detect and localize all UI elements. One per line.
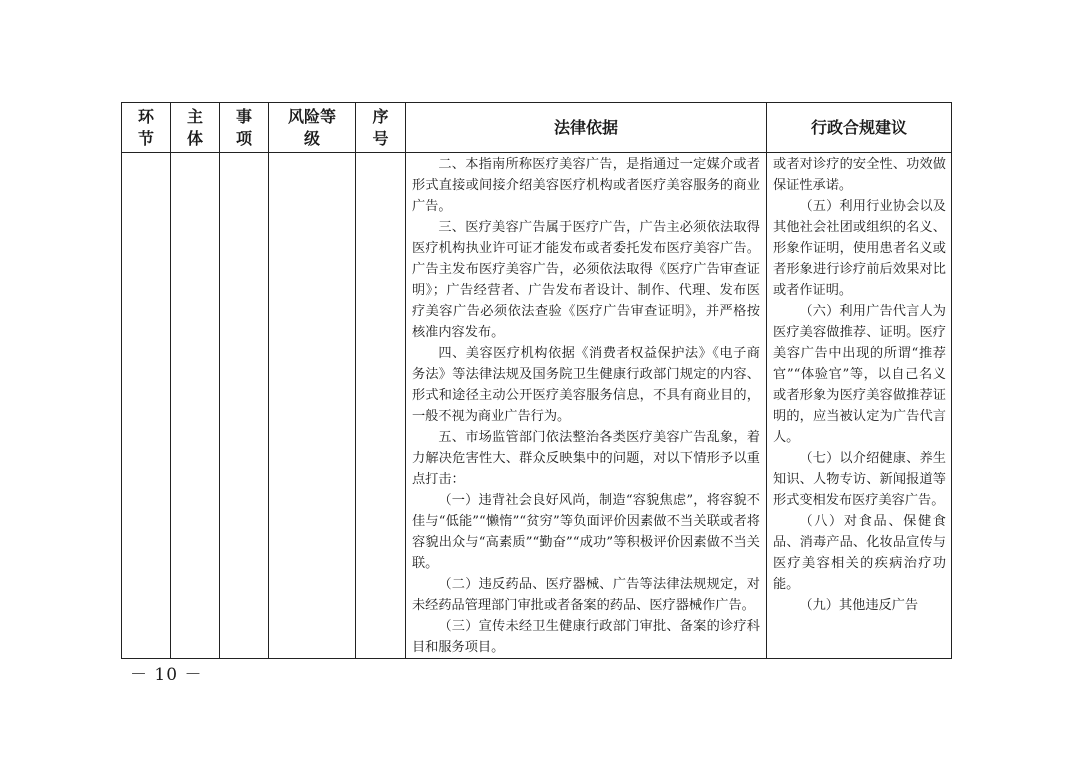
header-serial-number [356,103,406,153]
header-compliance-advice: 行政合规建议 [767,103,952,153]
advice-paragraph: （七）以介绍健康、养生知识、人物专访、新闻报道等形式变相发布医疗美容广告。 [773,451,946,508]
law-paragraph: （二）违反药品、医疗器械、广告等法律法规规定，对未经药品管理部门审批或者备案的药品、医疗器械作广告。 [412,577,760,613]
page-number: － 10 － [130,665,203,685]
header-serial-line1: 序 [372,106,389,126]
law-paragraph: 三、医疗美容广告属于医疗广告，广告主必须依法取得医疗机构执业许可证才能发布或者委托发布医疗美容广告。广告主发布医疗美容广告，必须依法取得《医疗广告审查证明》；广告经营者、广告发布者设计、制作、代理、发布医疗美容广告必须依法查验《医疗广告审查证明》，并严格按核准内容发布。 [412,220,760,340]
advice-paragraph: （八）对食品、保健食品、消毒产品、化妆品宣传与医疗美容相关的疾病治疗功能。 [773,514,946,592]
cell-item [220,153,269,659]
header-risk-level-line1: 风险等 [287,106,336,126]
law-paragraph: 四、美容医疗机构依据《消费者权益保护法》《电子商务法》等法律法规及国务院卫生健康行政部门规定的内容、形式和途径主动公开医疗美容服务信息，不具有商业目的，一般不视为商业广告行为。 [412,346,760,424]
header-subject-line2: 体 [186,128,203,148]
law-paragraph: 二、本指南所称医疗美容广告，是指通过一定媒介或者形式直接或间接介绍美容医疗机构或者医疗美容服务的商业广告。 [412,157,760,214]
header-link-line1: 环 [137,106,154,126]
header-risk-level [269,103,356,153]
law-paragraph: （一）违背社会良好风尚，制造“容貌焦虑”，将容貌不佳与“低能”“懒惰”“贫穷”等负面评价因素做不当关联或者将容貌出众与“高素质”“勤奋”“成功”等积极评价因素做不当关联。 [412,493,760,571]
header-row [122,103,952,153]
header-serial-line2: 号 [372,128,389,148]
header-legal-basis: 法律依据 [406,103,767,153]
advice-paragraph: （九）其他违反广告 [799,598,919,613]
cell-link [122,153,171,659]
law-paragraph: 五、市场监管部门依法整治各类医疗美容广告乱象，着力解决危害性大、群众反映集中的问题，对以下情形予以重点打击： [412,430,760,487]
header-subject [171,103,220,153]
cell-risk-level [269,153,356,659]
cell-subject [171,153,220,659]
advice-paragraph: 或者对诊疗的安全性、功效做保证性承诺。 [773,157,946,193]
table-row [122,153,952,659]
header-item-line2: 项 [235,128,252,148]
law-paragraph: （三）宣传未经卫生健康行政部门审批、备案的诊疗科目和服务项目。 [412,619,760,655]
header-link-line2: 节 [137,128,154,148]
header-item [220,103,269,153]
cell-legal-basis [406,153,767,659]
advice-paragraph: （五）利用行业协会以及其他社会社团或组织的名义、形象作证明，使用患者名义或者形象进行诊疗前后效果对比或者作证明。 [773,199,946,298]
regulation-table [121,102,952,659]
cell-compliance-advice [767,153,952,659]
cell-serial-number [356,153,406,659]
advice-paragraph: （六）利用广告代言人为医疗美容做推荐、证明。医疗美容广告中出现的所谓“推荐官”“体验官”等，以自己名义或者形象为医疗美容做推荐证明的，应当被认定为广告代言人。 [773,304,946,445]
header-subject-line1: 主 [186,106,203,126]
header-risk-level-line2: 级 [303,128,320,148]
header-link [122,103,171,153]
header-item-line1: 事 [235,106,252,126]
